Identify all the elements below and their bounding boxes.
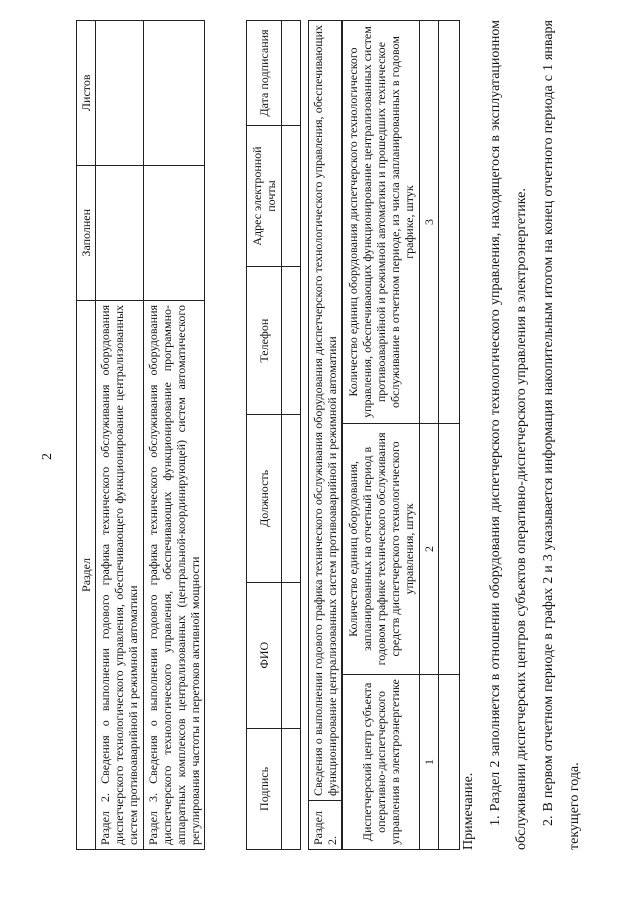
col-signature: Подпись xyxy=(247,728,282,849)
col-planned-units: Количество единиц оборудования, запланированных на отчетный период в годовом графике технического обслуживания средств диспетчерского технологического управления, штук xyxy=(343,424,420,675)
filled-cell xyxy=(96,165,143,300)
notes xyxy=(456,20,589,850)
signature-table-header xyxy=(247,21,282,850)
col-email: Адрес электронной почты xyxy=(247,125,282,266)
section-2-cell: Раздел 2. Сведения о выполнении годового графика технического обслуживания оборудования диспетчерского технологического управления, обеспечивающего функционирование централизованных систем противоаварийной и режимной автоматики xyxy=(96,300,143,849)
sheets-cell xyxy=(143,21,205,166)
col-date: Дата подписания xyxy=(247,21,282,126)
sections-table xyxy=(76,20,205,850)
col-serviced-units: Количество единиц оборудования диспетчерского технологического управления, обеспечивающих функционирование централизованных систем противоаварийной и режимной автоматики и прошедших техническое обслуживание в отчетном периоде, из числа запланированных в годовом графике, штук xyxy=(343,21,420,424)
section-2-table xyxy=(342,20,460,850)
table-row xyxy=(143,21,205,850)
col-filled: Заполнен xyxy=(77,165,96,300)
table-row xyxy=(96,21,143,850)
column-number: 2 xyxy=(420,424,439,675)
signature-table xyxy=(246,20,301,850)
column-number: 3 xyxy=(420,21,439,424)
section-3-cell: Раздел 3. Сведения о выполнении годового графика технического обслуживания оборудования диспетчерского технологического управления, обеспечивающих функционирование программно-аппаратных комплексов централизованных (центральной-координирующей) систем автоматического регулирования частоты и перетоков активной мощности xyxy=(143,300,205,849)
note-2: 2. В первом отчетном периоде в графах 2 и 3 указывается информация накопительным итогом на конец отчетного периода с 1 января текущего года. xyxy=(540,20,583,850)
section-title: Сведения о выполнении годового графика технического обслуживания оборудования диспетчерского технологического управления, обеспечивающих функционирование централизованных систем противоаварийной и режимной автоматики xyxy=(309,21,342,801)
table-row xyxy=(309,21,342,850)
note-1: 1. Раздел 2 заполняется в отношении оборудования диспетчерского технологического управления, находящегося в эксплуатационном обслуживании диспетчерских центров субъектов оперативно-диспетчерского управления в электроэнергетике. xyxy=(487,20,530,850)
col-sheets: Листов xyxy=(77,21,96,166)
col-section: Раздел xyxy=(77,300,96,849)
section-title-table xyxy=(308,20,342,850)
col-phone: Телефон xyxy=(247,267,282,415)
col-position: Должность xyxy=(247,415,282,582)
table-row xyxy=(420,21,439,850)
page-number: 2 xyxy=(40,453,55,460)
notes-title: Примечание. xyxy=(461,772,476,850)
sheets-cell xyxy=(96,21,143,166)
col-dispatch-center: Диспетчерский центр субъекта оперативно-диспетчерского управления в электроэнергетике xyxy=(343,674,420,849)
section-2-table-header xyxy=(343,21,420,850)
column-number: 1 xyxy=(420,674,439,849)
section-label: Раздел 2. xyxy=(309,801,342,850)
table-row xyxy=(282,21,301,850)
filled-cell xyxy=(143,165,205,300)
sections-table-header xyxy=(77,21,96,850)
col-fio: ФИО xyxy=(247,582,282,728)
rotated-content xyxy=(40,20,620,880)
